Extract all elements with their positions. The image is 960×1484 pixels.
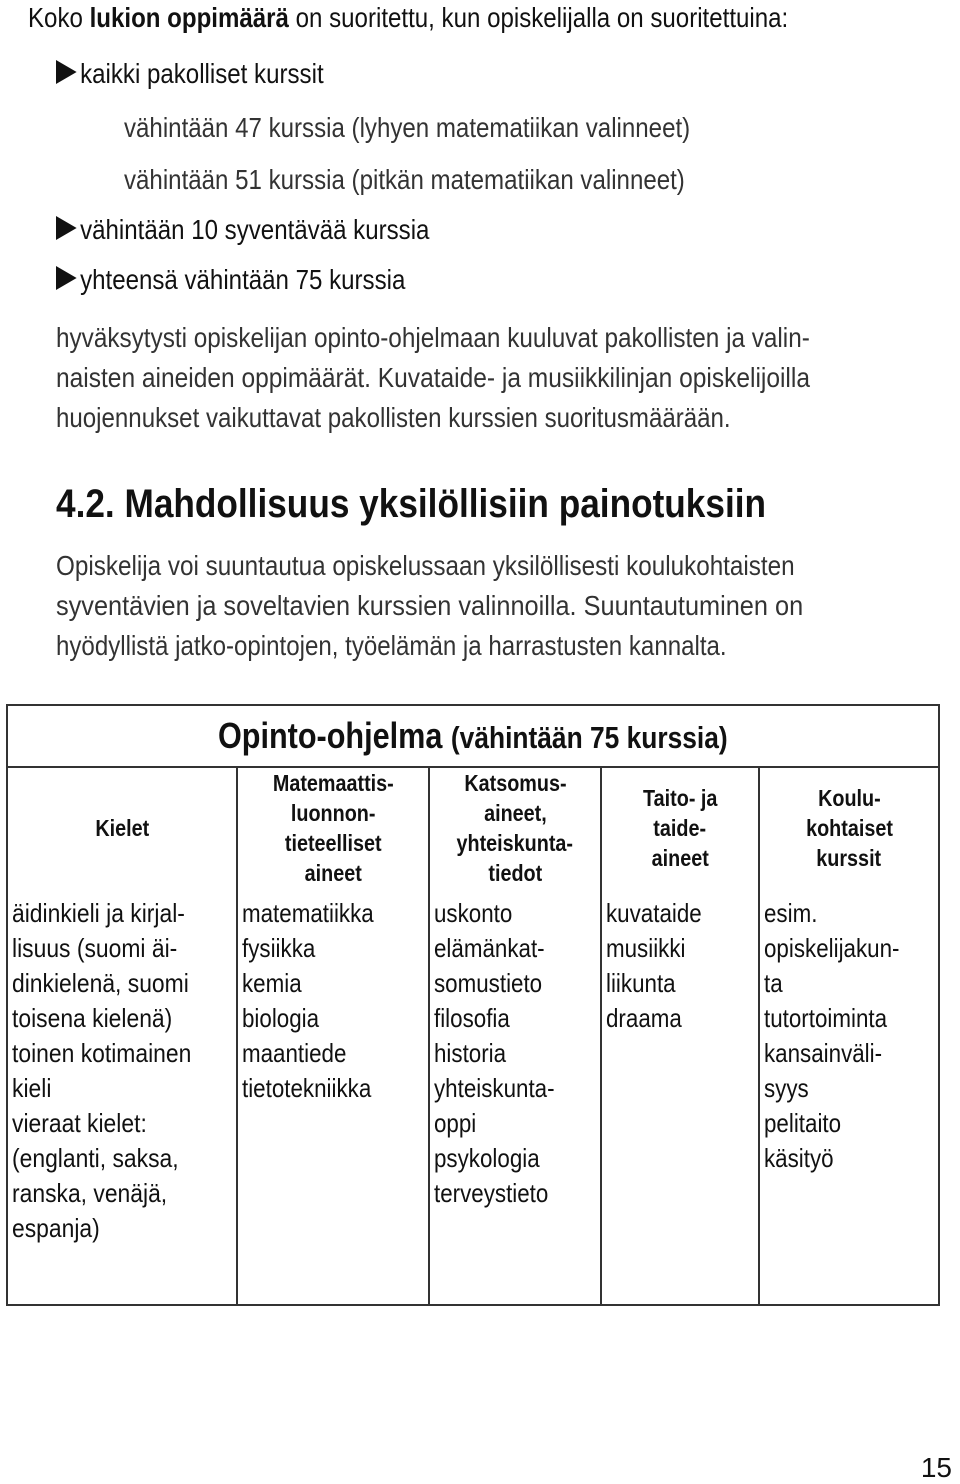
- column-header-line: Kielet: [95, 815, 149, 841]
- table-header-row: [7, 767, 939, 888]
- column-item: kuvataide: [606, 898, 702, 928]
- page-number: 15: [920, 1452, 952, 1483]
- column-item: tutortoiminta: [764, 1003, 888, 1033]
- column-header-line: kohtaiset: [805, 815, 893, 841]
- intro-text-before: Koko: [28, 2, 90, 33]
- column-item: yhteiskunta-: [434, 1073, 555, 1103]
- column-item: maantiede: [242, 1038, 347, 1068]
- triangle-bullet-icon: [56, 216, 77, 240]
- column-items: [429, 888, 601, 1305]
- requirement-bullet: [56, 264, 462, 296]
- column-item: oppi: [434, 1108, 477, 1138]
- column-item: fysiikka: [242, 933, 316, 963]
- paragraph-line: huojennukset vaikuttavat pakollisten kurssien suoritusmäärään.: [56, 402, 731, 433]
- column-header-line: tiedot: [488, 860, 542, 886]
- triangle-bullet-icon: [56, 266, 77, 290]
- paragraph-line: naisten aineiden oppimäärät. Kuvataide- ja musiikkilinjan opiskelijoilla: [56, 362, 810, 393]
- requirements-paragraph: [56, 318, 956, 438]
- column-item: kieli: [12, 1073, 52, 1103]
- requirement-text: vähintään 10 syventävää kurssia: [80, 214, 430, 245]
- column-header-line: aineet,: [483, 800, 547, 826]
- column-item: kemia: [242, 968, 302, 998]
- column-header-line: taide-: [653, 815, 707, 841]
- column-item: äidinkieli ja kirjal-: [12, 898, 185, 928]
- requirement-bullet: [56, 214, 490, 246]
- column-header-line: tieteelliset: [284, 830, 382, 856]
- paragraph-line: Opiskelija voi suuntautua opiskelussaan yksilöllisesti koulukohtaisten: [56, 550, 795, 581]
- column-item: kansainväli-: [764, 1038, 883, 1068]
- requirement-text: yhteensä vähintään 75 kurssia: [80, 264, 406, 295]
- table-title-suffix: (vähintään 75 kurssia): [451, 720, 728, 755]
- column-header: [237, 767, 429, 888]
- column-header-line: Koulu-: [817, 785, 881, 811]
- table-title: [7, 705, 939, 767]
- column-item: opiskelijakun-: [764, 933, 900, 963]
- column-item: historia: [434, 1038, 507, 1068]
- column-item: somustieto: [434, 968, 543, 998]
- column-item: vieraat kielet:: [12, 1108, 147, 1138]
- section-heading: 4.2. Mahdollisuus yksilöllisiin painotuksiin: [56, 482, 767, 526]
- column-item: espanja): [12, 1213, 100, 1243]
- study-program-table: [6, 704, 940, 1306]
- requirement-bullet: [56, 58, 367, 90]
- column-header: [601, 767, 759, 888]
- column-item: pelitaito: [764, 1108, 842, 1138]
- column-header-line: Katsomus-: [463, 770, 567, 796]
- column-item: tietotekniikka: [242, 1073, 372, 1103]
- column-items: [7, 888, 237, 1305]
- paragraph-line: syventävien ja soveltavien kurssien valinnoilla. Suuntautuminen on: [56, 590, 804, 621]
- intro-text-after: on suoritettu, kun opiskelijalla on suoritettuina:: [288, 2, 789, 33]
- column-item: esim.: [764, 898, 818, 928]
- column-items: [601, 888, 759, 1305]
- column-header-line: Taito- ja: [642, 785, 718, 811]
- column-items: [759, 888, 939, 1305]
- column-item: toisena kielenä): [12, 1003, 173, 1033]
- column-item: liikunta: [606, 968, 676, 998]
- column-item: matematiikka: [242, 898, 374, 928]
- column-header-line: yhteiskunta-: [456, 830, 574, 856]
- column-header: [429, 767, 601, 888]
- column-item: syys: [764, 1073, 809, 1103]
- column-header: [759, 767, 939, 888]
- column-header-line: kurssit: [816, 845, 882, 871]
- paragraph-line: hyväksytysti opiskelijan opinto-ohjelmaan kuuluvat pakollisten ja valin-: [56, 322, 810, 353]
- column-item: ranska, venäjä,: [12, 1178, 168, 1208]
- column-item: lisuus (suomi äi-: [12, 933, 178, 963]
- column-header: [7, 767, 237, 888]
- column-header-line: aineet: [651, 845, 709, 871]
- column-item: uskonto: [434, 898, 513, 928]
- column-item: draama: [606, 1003, 682, 1033]
- table-body-row: [7, 888, 939, 1305]
- paragraph-line: hyödyllistä jatko-opintojen, työelämän ja harrastusten kannalta.: [56, 630, 727, 661]
- column-header-line: aineet: [304, 860, 362, 886]
- column-header-line: luonnon-: [290, 800, 376, 826]
- triangle-bullet-icon: [56, 60, 77, 84]
- column-item: (englanti, saksa,: [12, 1143, 179, 1173]
- table-title-main: Opinto-ohjelma: [218, 715, 443, 756]
- column-item: musiikki: [606, 933, 686, 963]
- column-item: dinkielenä, suomi: [12, 968, 189, 998]
- column-item: filosofia: [434, 1003, 510, 1033]
- column-item: terveystieto: [434, 1178, 549, 1208]
- intro-bold: lukion oppimäärä: [89, 2, 289, 33]
- column-item: biologia: [242, 1003, 320, 1033]
- column-header-line: Matemaattis-: [272, 770, 394, 796]
- requirement-sub: vähintään 51 kurssia (pitkän matematiikan valinneet): [124, 164, 685, 195]
- column-item: toinen kotimainen: [12, 1038, 192, 1068]
- column-items: [237, 888, 429, 1305]
- requirement-sub: vähintään 47 kurssia (lyhyen matematiikan valinneet): [124, 112, 691, 143]
- requirement-text: kaikki pakolliset kurssit: [80, 58, 324, 89]
- column-item: käsityö: [764, 1143, 834, 1173]
- column-item: elämänkat-: [434, 933, 545, 963]
- column-item: psykologia: [434, 1143, 540, 1173]
- intro-line: [28, 2, 912, 34]
- section-paragraph: [56, 546, 956, 666]
- column-item: ta: [764, 968, 783, 998]
